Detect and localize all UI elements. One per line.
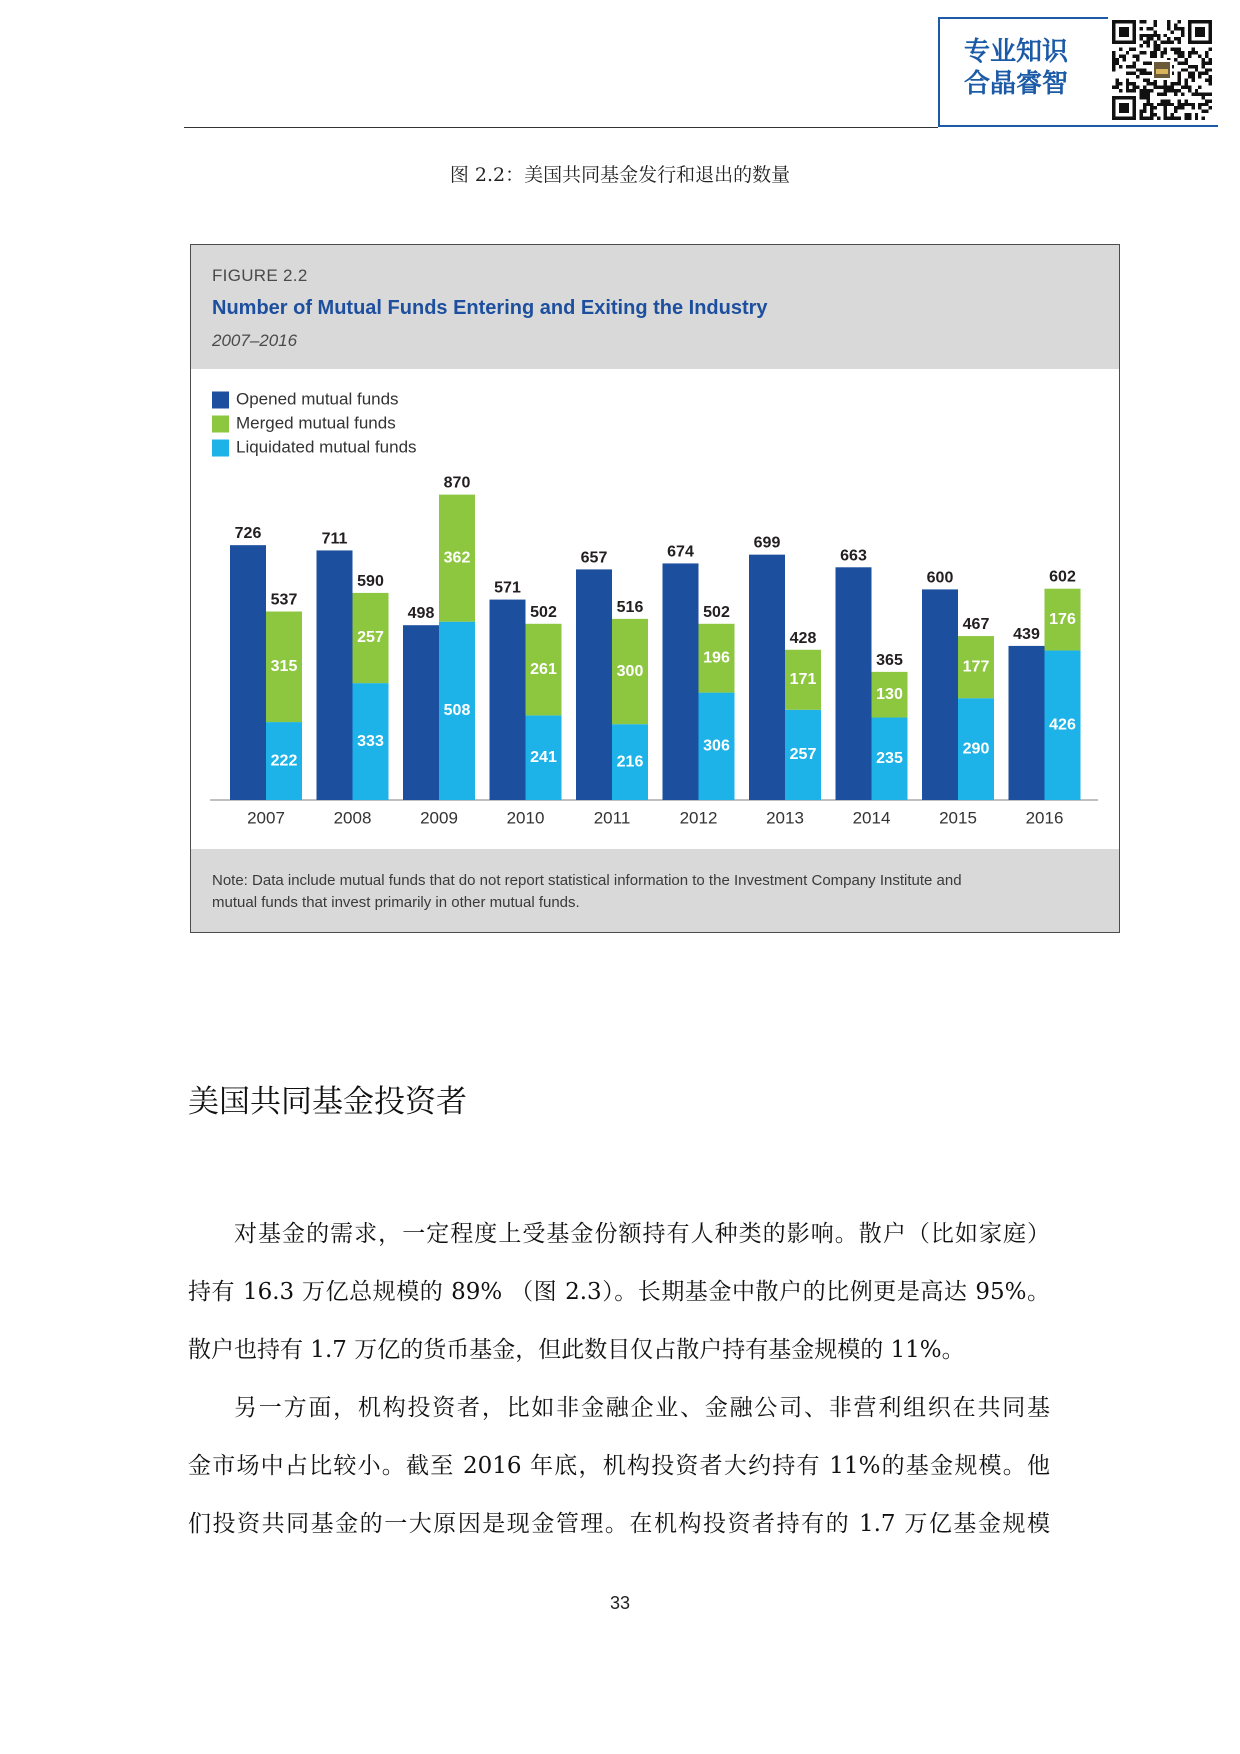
label-merged-2012: 196 <box>703 649 730 667</box>
label-merged-2015: 177 <box>962 658 990 676</box>
figure-header <box>191 245 1119 369</box>
x-tick-label: 2012 <box>679 808 718 828</box>
header-accent-bottom <box>938 125 1218 127</box>
note-text <box>212 870 962 914</box>
label-opened-2016: 439 <box>1013 625 1040 643</box>
label-liquidated-2016: 426 <box>1049 716 1076 734</box>
label-opened-2007: 726 <box>234 525 262 543</box>
x-tick-label: 2013 <box>766 808 804 828</box>
label-merged-2007: 315 <box>270 658 298 676</box>
label-merged-2008: 257 <box>357 629 384 647</box>
label-total-2007: 537 <box>270 591 298 609</box>
legend-label: Opened mutual funds <box>236 389 399 409</box>
body-text <box>188 1205 1050 1553</box>
header-rule <box>184 127 938 128</box>
text-line: 们投资共同基金的一大原因是现金管理。在机构投资者持有的 1.7 万亿基金规模 <box>188 1511 1050 1537</box>
figure-label: FIGURE 2.2 <box>212 266 308 285</box>
figure-panel <box>190 244 1120 933</box>
text-line: 另一方面，机构投资者，比如非金融企业、金融公司、非营利组织在共同基 <box>234 1395 1050 1421</box>
paragraph <box>188 1205 1050 1379</box>
text-line: 散户也持有 1.7 万亿的货币基金，但此数目仅占散户持有基金规模的 11%。 <box>188 1337 965 1363</box>
label-opened-2011: 657 <box>580 549 608 567</box>
x-tick-label: 2009 <box>420 808 458 828</box>
bar-opened-2014 <box>836 567 872 800</box>
label-total-2015: 467 <box>962 616 990 634</box>
header-accent-top <box>938 17 1108 19</box>
bar-opened-2016 <box>1009 646 1045 800</box>
legend-swatch-exited-2 <box>212 440 229 457</box>
legend-swatch-exited-1 <box>212 416 229 433</box>
brand-logo-text <box>958 36 1074 100</box>
label-opened-2013: 699 <box>753 534 781 552</box>
bar-opened-2009 <box>403 625 439 800</box>
x-tick-label: 2016 <box>1025 808 1064 828</box>
label-opened-2010: 571 <box>494 579 521 597</box>
label-opened-2012: 674 <box>667 543 694 561</box>
label-total-2011: 516 <box>616 598 644 616</box>
page-number: 33 <box>609 1593 631 1613</box>
bar-opened-2010 <box>490 600 526 800</box>
label-liquidated-2013: 257 <box>789 746 817 764</box>
label-total-2016: 602 <box>1049 568 1076 586</box>
label-merged-2016: 176 <box>1049 610 1076 628</box>
label-liquidated-2011: 216 <box>616 753 644 771</box>
chart-title: Number of Mutual Funds Entering and Exiting the Industry <box>212 297 768 319</box>
header-accent-vertical <box>938 17 940 127</box>
text-line: 持有 16.3 万亿总规模的 89% （图 2.3）。长期基金中散户的比例更是高达 95%。 <box>188 1279 1050 1305</box>
x-tick-label: 2014 <box>852 808 891 828</box>
label-liquidated-2012: 306 <box>703 737 730 755</box>
brand-line-2: 合晶睿智 <box>963 69 1068 99</box>
label-total-2008: 590 <box>357 572 384 590</box>
label-total-2014: 365 <box>876 651 903 669</box>
label-liquidated-2008: 333 <box>357 732 384 750</box>
figure-caption: 图 2.2：美国共同基金发行和退出的数量 <box>449 164 791 186</box>
paragraph <box>188 1379 1050 1553</box>
label-merged-2011: 300 <box>616 662 644 680</box>
legend-swatch-opened-0 <box>212 392 229 409</box>
label-liquidated-2010: 241 <box>530 748 557 766</box>
chart-subtitle: 2007–2016 <box>212 331 298 350</box>
bar-chart <box>191 369 1119 849</box>
label-opened-2015: 600 <box>926 569 954 587</box>
x-tick-label: 2007 <box>247 808 285 828</box>
bar-opened-2015 <box>922 589 958 800</box>
brand-line-1: 专业知识 <box>963 37 1068 67</box>
label-liquidated-2007: 222 <box>270 752 298 770</box>
bar-opened-2007 <box>230 545 266 800</box>
label-merged-2014: 130 <box>876 685 903 703</box>
label-liquidated-2009: 508 <box>443 702 471 720</box>
label-total-2012: 502 <box>703 603 730 621</box>
bar-opened-2011 <box>576 569 612 800</box>
bar-opened-2012 <box>663 563 699 800</box>
label-merged-2013: 171 <box>789 671 817 689</box>
legend-label: Liquidated mutual funds <box>236 437 417 457</box>
label-merged-2010: 261 <box>530 660 557 678</box>
section-heading: 美国共同基金投资者 <box>188 1084 467 1120</box>
qr-code-icon <box>1112 20 1212 120</box>
label-merged-2009: 362 <box>443 549 471 567</box>
x-tick-label: 2010 <box>506 808 545 828</box>
figure-note <box>191 849 1119 932</box>
bar-opened-2008 <box>317 550 353 800</box>
bar-opened-2013 <box>749 555 785 800</box>
legend-label: Merged mutual funds <box>236 413 396 433</box>
label-liquidated-2015: 290 <box>962 740 990 758</box>
label-total-2009: 870 <box>443 474 471 492</box>
label-opened-2008: 711 <box>321 530 348 548</box>
label-total-2013: 428 <box>789 629 817 647</box>
note-line: mutual funds that invest primarily in other mutual funds. <box>212 894 580 911</box>
label-opened-2009: 498 <box>407 605 435 623</box>
label-liquidated-2014: 235 <box>876 749 903 767</box>
x-tick-label: 2008 <box>333 808 372 828</box>
text-line: 金市场中占比较小。截至 2016 年底，机构投资者大约持有 11%的基金规模。他 <box>188 1453 1050 1479</box>
label-opened-2014: 663 <box>840 547 867 565</box>
x-tick-label: 2011 <box>593 808 631 828</box>
label-total-2010: 502 <box>530 603 557 621</box>
note-line: Note: Data include mutual funds that do not report statistical information to the Investment Company Institute and <box>212 872 962 889</box>
x-tick-label: 2015 <box>939 808 977 828</box>
text-line: 对基金的需求，一定程度上受基金份额持有人种类的影响。散户（比如家庭） <box>234 1221 1050 1247</box>
